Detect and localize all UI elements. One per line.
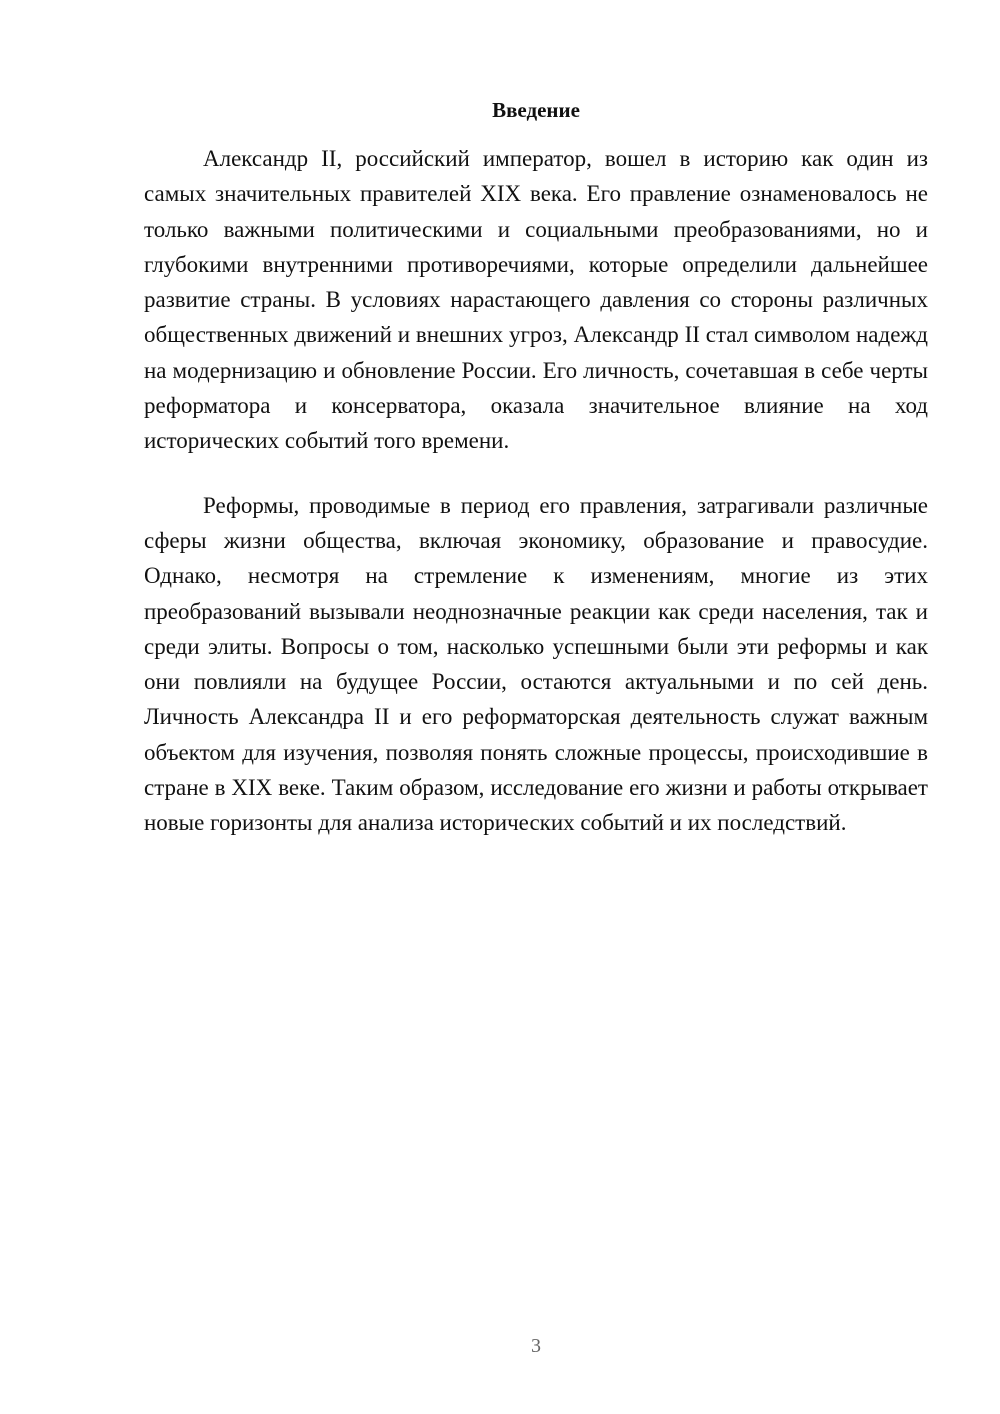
page-number: 3 (531, 1335, 541, 1357)
body-text (144, 141, 928, 841)
section-title: Введение (492, 98, 580, 122)
paragraph-1: Александр II, российский император, вошел в историю как один из самых значительных правителей XIX века. Его правление ознаменовалось не только важными политическими и социальными преобразованиями, но и глубокими внутренними противоречиями, которые определили дальнейшее развитие страны. В условиях нарастающего давления со стороны различных общественных движений и внешних угроз, Александр II стал символом надежд на модернизацию и обновление России. Его личность, сочетавшая в себе черты реформатора и консерватора, оказала значительное влияние на ход исторических событий того времени. (144, 146, 928, 454)
paragraph-2: Реформы, проводимые в период его правления, затрагивали различные сферы жизни общества, включая экономику, образование и правосудие. Однако, несмотря на стремление к изменениям, многие из этих преобразований вызывали неоднозначные реакции как среди населения, так и среди элиты. Вопросы о том, насколько успешными были эти реформы и как они повлияли на будущее России, остаются актуальными и по сей день. Личность Александра II и его реформаторская деятельность служат важным объектом для изучения, позволяя понять сложные процессы, происходившие в стране в XIX веке. Таким образом, исследование его жизни и работы открывает новые горизонты для анализа исторических событий и их последствий. (144, 492, 928, 836)
